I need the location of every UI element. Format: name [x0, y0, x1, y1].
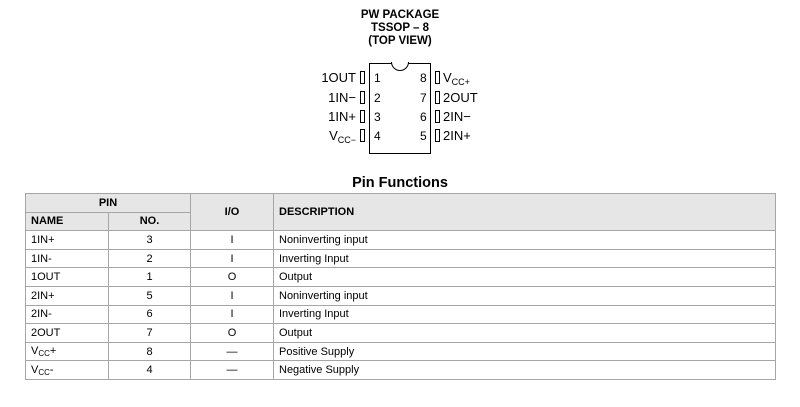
cell-name: 1OUT — [26, 268, 109, 287]
cell-description: Output — [274, 324, 776, 343]
cell-no: 6 — [109, 305, 191, 324]
pin-name-8: $V_{CC+}$ — [443, 70, 470, 87]
package-title: PW PACKAGE — [360, 9, 440, 21]
cell-description: Inverting Input — [274, 249, 776, 268]
cell-io: O — [191, 324, 274, 343]
cell-no: 5 — [109, 286, 191, 305]
cell-name: 2IN- — [26, 305, 109, 324]
pin-functions-table — [25, 193, 776, 380]
cell-no: 2 — [109, 249, 191, 268]
pin-number-5: 5 — [420, 129, 427, 143]
cell-name: 1IN- — [26, 249, 109, 268]
cell-name: 2IN+ — [26, 286, 109, 305]
cell-description: Noninverting input — [274, 286, 776, 305]
header-io: I/O — [191, 194, 274, 231]
cell-description: Inverting Input — [274, 305, 776, 324]
pin-name-2: 1IN− — [328, 90, 356, 105]
table-title: Pin Functions — [352, 175, 448, 191]
header-pin: PIN — [26, 194, 191, 213]
pin-name-1: 1OUT — [321, 70, 356, 85]
pin-name-6: 2IN− — [443, 109, 471, 124]
table-row — [26, 305, 776, 324]
pin-pad-7 — [435, 91, 440, 104]
pin-pad-3 — [360, 110, 365, 123]
cell-name: $V_{CC}+$ — [26, 342, 109, 361]
pin-number-1: 1 — [374, 71, 381, 85]
cell-description: Negative Supply — [274, 361, 776, 380]
cell-description: Output — [274, 268, 776, 287]
cell-description: Positive Supply — [274, 342, 776, 361]
pin-pad-1 — [360, 71, 365, 84]
cell-io: O — [191, 268, 274, 287]
pin-number-3: 3 — [374, 110, 381, 124]
cell-name: 2OUT — [26, 324, 109, 343]
pin-name-3: 1IN+ — [328, 109, 356, 124]
pin-pad-6 — [435, 110, 440, 123]
cell-name: $V_{CC}-$ — [26, 361, 109, 380]
table-row — [26, 268, 776, 287]
cell-name: 1IN+ — [26, 231, 109, 250]
pin-pad-8 — [435, 71, 440, 84]
cell-io: I — [191, 249, 274, 268]
header-no: NO. — [109, 212, 191, 231]
table-header-row — [26, 194, 776, 213]
pin-number-2: 2 — [374, 91, 381, 105]
pin-number-6: 6 — [420, 110, 427, 124]
cell-io: — — [191, 361, 274, 380]
table-row — [26, 286, 776, 305]
pin-name-7: 2OUT — [443, 90, 478, 105]
header-description: DESCRIPTION — [274, 194, 776, 231]
pin-number-4: 4 — [374, 129, 381, 143]
header-name: NAME — [26, 212, 109, 231]
pin1-notch — [391, 62, 409, 71]
cell-no: 1 — [109, 268, 191, 287]
pin-pad-2 — [360, 91, 365, 104]
pin-name-4: $V_{CC-}$ — [329, 128, 356, 145]
cell-description: Noninverting input — [274, 231, 776, 250]
pin-pad-4 — [360, 129, 365, 142]
package-type: TSSOP – 8 — [371, 22, 429, 34]
cell-no: 4 — [109, 361, 191, 380]
table-row — [26, 361, 776, 380]
cell-io: — — [191, 342, 274, 361]
table-row — [26, 342, 776, 361]
pin-pad-5 — [435, 129, 440, 142]
cell-no: 8 — [109, 342, 191, 361]
pin-number-7: 7 — [420, 91, 427, 105]
pin-name-5: 2IN+ — [443, 128, 471, 143]
cell-io: I — [191, 231, 274, 250]
cell-no: 3 — [109, 231, 191, 250]
table-row — [26, 231, 776, 250]
cell-io: I — [191, 305, 274, 324]
table-row — [26, 324, 776, 343]
cell-io: I — [191, 286, 274, 305]
pin-number-8: 8 — [420, 71, 427, 85]
table-row — [26, 249, 776, 268]
package-view: (TOP VIEW) — [368, 35, 432, 47]
cell-no: 7 — [109, 324, 191, 343]
